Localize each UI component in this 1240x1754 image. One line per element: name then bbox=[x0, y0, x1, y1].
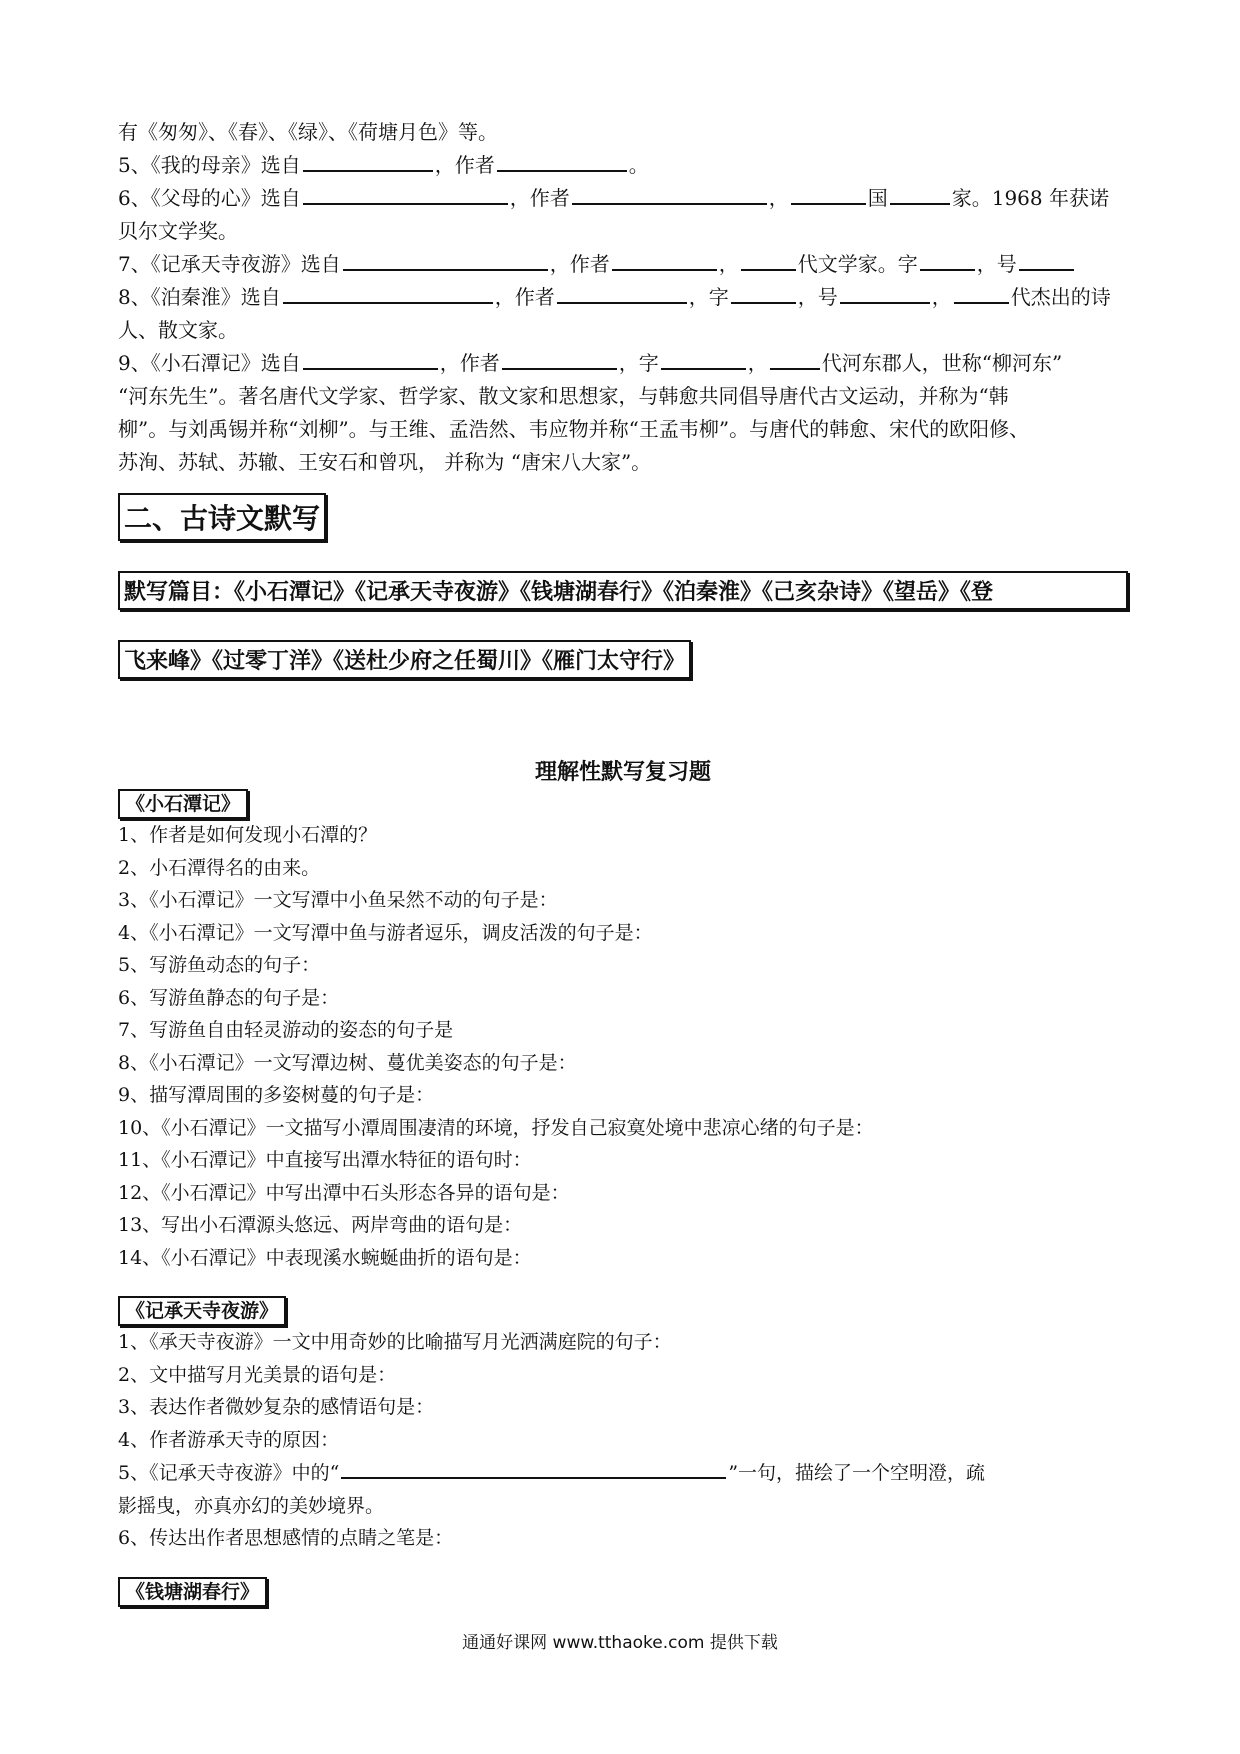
answer-blank[interactable] bbox=[661, 347, 746, 370]
answer-blank[interactable] bbox=[557, 281, 687, 304]
answer-blank[interactable] bbox=[283, 281, 493, 304]
text-line: 柳”。与刘禹锡并称“刘柳”。与王维、孟浩然、韦应物并称“王孟韦柳”。与唐代的韩愈、宋代的欧阳修、 bbox=[118, 417, 1030, 441]
answer-blank[interactable] bbox=[612, 248, 717, 271]
list-item: 7、写游鱼自由轻灵游动的姿态的句子是 bbox=[118, 1019, 454, 1041]
subheading-chengtiansi: 《记承天寺夜游》 bbox=[118, 1296, 286, 1326]
answer-blank[interactable] bbox=[731, 281, 796, 304]
answer-blank[interactable] bbox=[791, 182, 866, 205]
review-title: 理解性默写复习题 bbox=[534, 760, 711, 785]
text-line: 有《匆匆》、《春》、《绿》、《荷塘月色》等。 bbox=[118, 120, 498, 144]
answer-blank[interactable] bbox=[840, 281, 930, 304]
list-item: 6、写游鱼静态的句子是： bbox=[118, 986, 340, 1009]
list-item: 2、小石潭得名的由来。 bbox=[118, 856, 321, 879]
subheading-qiantanghu: 《钱塘湖春行》 bbox=[118, 1577, 267, 1607]
list-item: 5、《记承天寺夜游》中的“ ”一句，描绘了一个空明澄，疏 bbox=[118, 1456, 1128, 1490]
answer-blank[interactable] bbox=[303, 149, 433, 172]
recitation-scope-line-1: 默写篇目：《小石潭记》《记承天寺夜游》《钱塘湖春行》《泊秦淮》《己亥杂诗》《望岳》《登 bbox=[118, 571, 1128, 610]
list-item: 影摇曳，亦真亦幻的美妙境界。 bbox=[118, 1494, 385, 1517]
answer-blank[interactable] bbox=[890, 182, 950, 205]
list-item: 11、《小石潭记》中直接写出潭水特征的语句时： bbox=[118, 1149, 532, 1171]
section-title: 二、古诗文默写 bbox=[118, 493, 326, 541]
question-9: 9、《小石潭记》选自 ，作者 ，字 ， 代河东郡人，世称“柳河东” bbox=[118, 347, 1128, 380]
answer-blank[interactable] bbox=[303, 182, 508, 205]
list-item: 12、《小石潭记》中写出潭中石头形态各异的语句是： bbox=[118, 1181, 570, 1204]
list-item: 4、作者游承天寺的原因： bbox=[118, 1428, 340, 1451]
footer-note: 通通好课网 www.tthaoke.com 提供下载 bbox=[462, 1633, 778, 1653]
list-item: 2、文中描写月光美景的语句是： bbox=[118, 1363, 397, 1386]
answer-blank[interactable] bbox=[920, 248, 975, 271]
question-7: 7、《记承天寺夜游》选自 ，作者 ， 代文学家。字 ，号 bbox=[118, 248, 1128, 281]
answer-blank[interactable] bbox=[341, 1456, 726, 1479]
text-line: 苏洵、苏轼、苏辙、王安石和曾巩， 并称为 “唐宋八大家”。 bbox=[118, 450, 652, 474]
answer-blank[interactable] bbox=[741, 248, 796, 271]
answer-blank[interactable] bbox=[572, 182, 767, 205]
answer-blank[interactable] bbox=[303, 347, 438, 370]
list-item: 9、描写潭周围的多姿树蔓的句子是： bbox=[118, 1084, 435, 1106]
recitation-scope-line-2: 飞来峰》《过零丁洋》《送杜少府之任蜀川》《雁门太守行》 bbox=[118, 640, 691, 679]
question-5: 5、《我的母亲》选自 ，作者 。 bbox=[118, 149, 1128, 182]
list-item: 10、《小石潭记》一文描写小潭周围凄清的环境，抒发自己寂寞处境中悲凉心绪的句子是： bbox=[118, 1116, 874, 1139]
list-item: 5、写游鱼动态的句子： bbox=[118, 954, 321, 976]
question-6: 6、《父母的心》选自 ，作者 ， 国 家。1968 年获诺 bbox=[118, 182, 1128, 215]
list-item: 8、《小石潭记》一文写潭边树、蔓优美姿态的句子是： bbox=[118, 1051, 577, 1074]
text-line: “河东先生”。著名唐代文学家、哲学家、散文家和思想家，与韩愈共同倡导唐代古文运动，并称为“韩 bbox=[118, 384, 1009, 408]
list-item: 6、传达出作者思想感情的点睛之笔是： bbox=[118, 1527, 454, 1549]
answer-blank[interactable] bbox=[770, 347, 820, 370]
answer-blank[interactable] bbox=[497, 149, 627, 172]
text-line: 贝尔文学奖。 bbox=[118, 219, 238, 243]
answer-blank[interactable] bbox=[502, 347, 617, 370]
list-item: 13、写出小石潭源头悠远、两岸弯曲的语句是： bbox=[118, 1214, 523, 1236]
list-item: 4、《小石潭记》一文写潭中鱼与游者逗乐，调皮活泼的句子是： bbox=[118, 921, 653, 944]
list-item: 3、表达作者微妙复杂的感情语句是： bbox=[118, 1396, 435, 1418]
list-item: 1、作者是如何发现小石潭的？ bbox=[118, 824, 378, 846]
text-line: 人、散文家。 bbox=[118, 318, 238, 342]
list-item: 14、《小石潭记》中表现溪水蜿蜒曲折的语句是： bbox=[118, 1246, 532, 1269]
document-page bbox=[118, 116, 1128, 1607]
question-list bbox=[118, 819, 1128, 1274]
answer-blank[interactable] bbox=[954, 281, 1009, 304]
answer-blank[interactable] bbox=[343, 248, 548, 271]
question-8: 8、《泊秦淮》选自 ，作者 ，字 ，号 ， 代杰出的诗 bbox=[118, 281, 1128, 314]
subheading-xiaoshitanji: 《小石潭记》 bbox=[118, 789, 248, 819]
answer-blank[interactable] bbox=[1019, 248, 1074, 271]
list-item: 3、《小石潭记》一文写潭中小鱼呆然不动的句子是： bbox=[118, 889, 558, 911]
list-item: 1、《承天寺夜游》一文中用奇妙的比喻描写月光洒满庭院的句子： bbox=[118, 1331, 672, 1353]
